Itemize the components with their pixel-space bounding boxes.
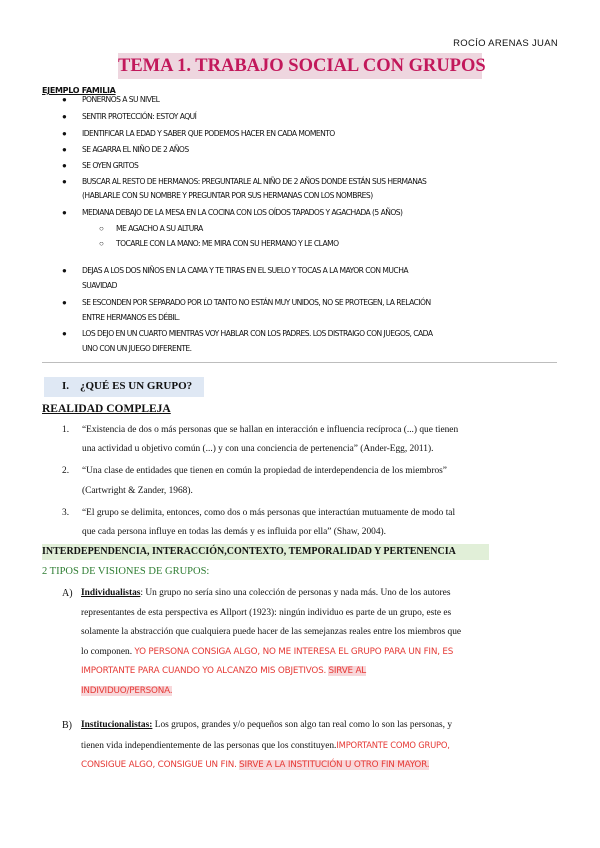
bullet-icon: ●	[62, 329, 67, 338]
quote-number: 3.	[62, 508, 70, 518]
quote-text: (Cartwright & Zander, 1968).	[82, 486, 193, 496]
type-name: Individualistas	[81, 588, 141, 598]
bullet-icon: ●	[62, 298, 67, 307]
list-item: IDENTIFICAR LA EDAD Y SABER QUE PODEMOS HACER EN CADA MOMENTO	[82, 129, 335, 138]
list-item: SE ESCONDEN POR SEPARADO POR LO TANTO NO ESTÁN MUY UNIDOS, NO SE PROTEGEN, LA RELACIÓN	[82, 298, 431, 307]
author-name: ROCÍO ARENAS JUAN	[453, 38, 558, 49]
type-text: lo componen.	[81, 646, 133, 657]
sub-list-item: TOCARLE CON LA MANO: ME MIRA CON SU HERMANO Y LE CLAMO	[116, 239, 339, 248]
bullet-icon: ●	[62, 161, 67, 170]
type-emphasis: IMPORTANTE COMO GRUPO,	[336, 739, 450, 750]
quote-text: “Una clase de entidades que tienen en común la propiedad de interdependencia de los miembros”	[82, 466, 447, 476]
list-item: DEJAS A LOS DOS NIÑOS EN LA CAMA Y TE TIRAS EN EL SUELO Y TOCAS A LA MAYOR CON MUCHA	[82, 266, 408, 275]
sub-bullet-icon: ○	[99, 239, 104, 248]
type-text: representantes de esta perspectiva es Allport (1923): ningún individuo es parte de un grupo, este es	[81, 607, 452, 618]
list-item: BUSCAR AL RESTO DE HERMANOS: PREGUNTARLE AL NIÑO DE 2 AÑOS DONDE ESTÁN SUS HERMANAS	[82, 177, 427, 186]
type-emphasis-highlight: SIRVE A LA INSTITUCIÓN U OTRO FIN MAYOR.	[239, 760, 430, 770]
bullet-icon: ●	[62, 129, 67, 138]
bullet-icon: ●	[62, 208, 67, 217]
quote-text: una actividad u objetivo común (...) y con una conciencia de pertenencia” (Ander-Egg, 2011).	[82, 444, 434, 454]
quote-number: 2.	[62, 466, 70, 476]
bullet-icon: ●	[62, 95, 67, 104]
list-item-continuation: SUAVIDAD	[82, 281, 117, 290]
bullet-icon: ●	[62, 177, 67, 186]
type-name: Institucionalistas:	[81, 720, 153, 730]
quote-number: 1.	[62, 425, 70, 435]
list-item-continuation: UNO CON UN JUEGO DIFERENTE.	[82, 344, 192, 353]
section-number: I.	[62, 380, 70, 392]
sub-list-item: ME AGACHO A SU ALTURA	[116, 224, 203, 233]
type-emphasis: YO PERSONA CONSIGA ALGO, NO ME INTERESA EL GRUPO PARA UN FIN, ES	[134, 646, 454, 657]
subsection-title: REALIDAD COMPLEJA	[42, 403, 171, 415]
bullet-icon: ●	[62, 145, 67, 154]
list-item-continuation: (HABLARLE CON SU NOMBRE Y PREGUNTAR POR SUS HERMANAS CON LOS NOMBRES)	[82, 191, 373, 200]
keywords-highlight: INTERDEPENDENCIA, INTERACCIÓN,CONTEXTO, TEMPORALIDAD Y PERTENENCIA	[42, 544, 489, 560]
type-letter: A)	[62, 588, 73, 599]
quote-text: “El grupo se delimita, entonces, como dos o más personas que interactúan mutuamente de modo tal	[82, 508, 456, 518]
list-item: MEDIANA DEBAJO DE LA MESA EN LA COCINA CON LOS OÍDOS TAPADOS Y AGACHADA (5 AÑOS)	[82, 208, 403, 217]
quote-text: que cada persona influye en todas las demás y es influida por ella” (Shaw, 2004).	[82, 527, 386, 537]
bullet-icon: ●	[62, 112, 67, 121]
page-title: TEMA 1. TRABAJO SOCIAL CON GRUPOS	[118, 53, 482, 79]
type-b-paragraph	[81, 716, 561, 776]
type-text: tienen vida independientemente de las personas que los constituyen.	[81, 740, 337, 751]
bullet-icon: ●	[62, 266, 67, 275]
type-emphasis-highlight: SIRVE AL	[328, 666, 366, 676]
type-a-paragraph	[81, 584, 561, 701]
list-item: SE OYEN GRITOS	[82, 161, 139, 170]
type-emphasis: CONSIGUE ALGO, CONSIGUE UN FIN.	[81, 760, 237, 770]
example-label: EJEMPLO FAMILIA	[42, 86, 116, 95]
type-letter: B)	[62, 720, 72, 731]
list-item: SE AGARRA EL NIÑO DE 2 AÑOS	[82, 145, 189, 154]
quote-text: “Existencia de dos o más personas que se hallan en interacción e influencia recíproca (...) que tienen	[82, 425, 459, 435]
list-item-continuation: ENTRE HERMANOS ES DÉBIL.	[82, 313, 180, 322]
type-text: Los grupos, grandes y/o pequeños son algo tan real como lo son las personas, y	[152, 720, 453, 730]
section-title: ¿QUÉ ES UN GRUPO?	[80, 380, 193, 392]
type-emphasis-highlight: INDIVIDUO/PERSONA.	[81, 685, 173, 696]
list-item: PONERNOS A SU NIVEL	[82, 95, 160, 104]
type-text: : Un grupo no sería sino una colección de personas y nada más. Uno de los autores	[140, 588, 451, 598]
list-item: LOS DEJO EN UN CUARTO MIENTRAS VOY HABLAR CON LOS PADRES. LOS DISTRAIGO CON JUEGOS, CADA	[82, 329, 433, 338]
type-text: solamente la abstracción que cualquiera puede hacer de las semejanzas reales entre los miembros que	[81, 627, 462, 637]
list-item: SENTIR PROTECCIÓN: ESTOY AQUÍ	[82, 112, 197, 121]
type-emphasis: IMPORTANTE PARA CUANDO YO ALCANZO MIS OBJETIVOS.	[81, 666, 327, 676]
sub-bullet-icon: ○	[99, 224, 104, 233]
types-label: 2 TIPOS DE VISIONES DE GRUPOS:	[42, 566, 210, 577]
section-divider	[42, 362, 557, 363]
